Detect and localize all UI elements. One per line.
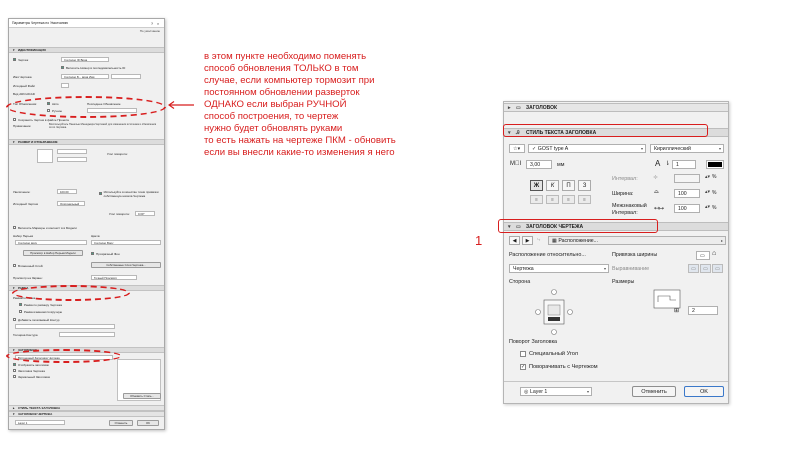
frame-fit-radio[interactable]: Рамка по размеру Чертежа	[19, 302, 62, 307]
view-id-label: Вид ARCHICAD	[13, 91, 35, 96]
section-size[interactable]: ▾ РАЗМЕР И ОТОБРАЖЕНИЕ	[9, 139, 164, 145]
title-type-select[interactable]: Встроенный Заголовок Чертежа	[15, 355, 113, 360]
offset-input[interactable]: 2	[688, 306, 718, 315]
drawing-row: Чертеж	[13, 57, 28, 62]
bold-button[interactable]: Ж	[530, 180, 543, 191]
include-sheet-row: Включить Номер в последовательность ID	[61, 65, 125, 70]
title-show-checkbox[interactable]	[13, 363, 16, 366]
italic-button[interactable]: К	[546, 180, 559, 191]
preview-label: Просмотр на Экране:	[13, 275, 43, 280]
sizes-label: Размеры	[612, 279, 635, 285]
strikethrough-button[interactable]: З	[578, 180, 591, 191]
charset-select[interactable]: Кириллический ▾	[650, 144, 724, 153]
last-update-label: Последнее Обновление	[87, 101, 121, 106]
section-frame[interactable]: ▾ РАМКА	[9, 285, 164, 291]
check-icon: ✓	[532, 145, 538, 152]
mirror-title-checkbox[interactable]	[13, 375, 16, 378]
align-center-icon[interactable]: ≡	[546, 195, 559, 204]
footer-divider	[504, 381, 728, 382]
collapse-arrow-icon: ▾	[13, 140, 15, 144]
chevron-down-icon: ▾	[586, 389, 589, 394]
align-left-icon[interactable]: ≡	[530, 195, 543, 204]
ok-button[interactable]: OK	[684, 386, 724, 397]
pen-icon: A	[655, 159, 661, 168]
text-style-icon: Ꭿ	[516, 129, 520, 136]
layer-icon	[13, 264, 16, 267]
section-title-style[interactable]: ▸ СТИЛЬ ТЕКСТА ЗАГОЛОВКА	[9, 405, 164, 411]
pen-arrow-icon: ⇂	[665, 161, 671, 167]
source-file-label: Исходный Файл	[13, 83, 36, 88]
highlight-heading	[498, 219, 658, 233]
char-spacing-stepper-icon[interactable]: ▴▾	[705, 204, 711, 210]
interval-label: Интервал:	[612, 176, 638, 182]
align-title-left-icon[interactable]: ▭	[688, 264, 699, 273]
offset-icon: ⊞	[674, 308, 680, 314]
pen-color-swatch[interactable]	[706, 160, 724, 169]
section-text-style[interactable]: ▾ Ꭿ СТИЛЬ ТЕКСТА ЗАГОЛОВКА	[504, 128, 728, 137]
scale-input[interactable]: 100,00	[57, 189, 77, 194]
dialog-title-bar	[9, 19, 164, 28]
pens-select[interactable]: Согласно виду	[15, 240, 87, 245]
position-select[interactable]: Чертежа ▾	[509, 264, 609, 273]
char-spacing-icon: ↤↦	[654, 206, 665, 212]
expand-arrow-icon: ▸	[508, 104, 511, 111]
width-input[interactable]: 100	[674, 189, 700, 198]
chevron-down-icon: ▾	[603, 266, 606, 271]
align-right-icon[interactable]: ≡	[562, 195, 575, 204]
highlight-update-type	[6, 96, 166, 118]
collapse-arrow-icon: ▾	[13, 286, 15, 290]
annotation-text: в этом пункте необходимо поменять способ обновления ТОЛЬКО в том случае, если компьютер тормозит при постоянном обновлении разверток ОДНАКО если выбран РУЧНОЙ способ построения, то чертеж нужно будет обновлять руками то есть нажать на чертеже ПКМ - обновить если вы внесли какие-то изменения я него	[204, 51, 396, 158]
update-manual-radio[interactable]: Ручное	[47, 108, 62, 113]
width-input[interactable]	[57, 149, 87, 154]
keep-layers-checkbox[interactable]	[13, 118, 16, 121]
attach-icon: ⌂	[712, 250, 717, 257]
include-drawing-checkbox[interactable]	[13, 226, 16, 229]
update-type-label: Тип Обновления:	[13, 101, 37, 106]
include-drawing-row: Включить Маркеры и контекст в в Модели	[13, 225, 77, 230]
side-label: Сторона	[509, 279, 531, 285]
add-border-checkbox[interactable]	[13, 318, 16, 321]
underline-button[interactable]: П	[562, 180, 575, 191]
align-title-right-icon[interactable]: ▭	[712, 264, 723, 273]
default-link[interactable]: По умолчанию	[139, 29, 160, 33]
keep-layers-row: Сохранить Чертеж в файле Проекта	[13, 117, 69, 122]
chevron-down-icon: ▾	[640, 146, 643, 151]
section-header-top[interactable]: ▸ ▭ ЗАГОЛОВОК	[504, 103, 728, 112]
placement-button[interactable]: ▦ Расположение... ▸	[548, 236, 726, 245]
layer-select[interactable]: Layer 1	[15, 420, 65, 425]
width-bind-label: Привязка ширины	[612, 252, 658, 258]
font-select[interactable]: ✓ GOST type A ▾	[528, 144, 646, 153]
rotation-angle-input[interactable]: 0,00°	[135, 211, 155, 216]
chevron-right-icon: ▸	[720, 238, 723, 243]
embedded-layer-row: Вложенный Слой:	[13, 263, 43, 268]
rotation-angle-label: Угол поворота:	[109, 211, 130, 216]
frame-manual-radio[interactable]: Рамка изменяется вручную	[19, 309, 62, 314]
cancel-button[interactable]: Отменить	[632, 386, 676, 397]
expand-arrow-icon: ▸	[13, 406, 15, 410]
source-file-field[interactable]	[61, 83, 69, 88]
title-icon: ▭	[516, 104, 521, 111]
eye-icon: ◎	[524, 388, 530, 395]
title-settings-dialog	[503, 101, 729, 404]
align-title-center-icon[interactable]: ▭	[700, 264, 711, 273]
note-text: Воспользуйтесь Панелью Менеджера Чертежей для изменения источника и обновления этого Чертежа.	[49, 123, 157, 130]
width-icon: ⌓	[654, 189, 659, 195]
special-angle-row: Специальный Угол	[520, 351, 578, 357]
collapse-arrow-icon: ▾	[13, 48, 15, 52]
note-label: Примечание:	[13, 123, 32, 128]
text-size-unit: мм	[557, 162, 565, 168]
close-icon[interactable]: ×	[156, 20, 160, 26]
title-check-2: Заголовок Чертежа	[13, 368, 45, 373]
placement-icon: ▦	[552, 237, 559, 244]
help-icon[interactable]: ?	[150, 20, 154, 26]
char-spacing-percent: %	[712, 205, 717, 211]
colors-select[interactable]: Согласно Виду	[91, 240, 161, 245]
ok-button[interactable]: OK	[137, 420, 159, 426]
pens-label: Набор Перьев	[13, 233, 34, 238]
drawing-name-label: Имя Чертежа	[13, 74, 32, 79]
original-drawing-select[interactable]: Оригинальный	[57, 201, 85, 206]
collapse-arrow-icon: ▾	[508, 223, 511, 230]
title-checkbox[interactable]	[13, 369, 16, 372]
drawing-defaults-dialog	[8, 18, 165, 430]
interval-icon: ≑	[653, 175, 659, 181]
special-angle-checkbox[interactable]	[520, 351, 526, 357]
colors-label: Цвета:	[91, 233, 101, 238]
section-title-heading[interactable]: ▾ ЗАГОЛОВОК ЧЕРТЕЖА	[9, 411, 164, 417]
checkbox[interactable]	[13, 58, 16, 61]
anchor-point-icon[interactable]	[37, 149, 53, 163]
chevron-down-icon: ▾	[718, 146, 721, 151]
rotate-label: Поворот Заголовка	[509, 339, 558, 345]
embedded-layers-button[interactable]: Собственные Слои Чертежа...	[91, 262, 161, 268]
layer-select[interactable]: ◎ Layer 1 ▾	[520, 387, 592, 396]
text-size-icon: M⃒I	[510, 161, 522, 167]
collapse-arrow-icon: ▾	[13, 348, 15, 352]
include-sheet-checkbox[interactable]	[61, 66, 64, 69]
title-check-3: Зеркальный Заголовок	[13, 374, 50, 379]
collapse-arrow-icon: ▾	[508, 129, 511, 136]
section-heading[interactable]: ▾ ▭ ЗАГОЛОВОК ЧЕРТЕЖА	[504, 222, 728, 231]
pen-input[interactable]: 1	[672, 160, 696, 169]
border-pen-select[interactable]	[15, 324, 115, 329]
link-icon: ⤷	[537, 237, 541, 243]
title-check-1: Отобразить заголовок	[13, 362, 49, 367]
highlight-frame-option	[12, 285, 130, 301]
dialog-title: Параметры Чертежа по Умолчанию	[12, 21, 69, 25]
char-spacing-label: Межзнаковый Интервал:	[612, 203, 647, 216]
transparent-bg-checkbox[interactable]	[91, 252, 94, 255]
width-stepper-icon[interactable]: ▴▾	[705, 189, 711, 195]
scale-label: Увеличение:	[13, 189, 31, 194]
side-selector-icon[interactable]	[534, 288, 574, 336]
model-pens-button[interactable]: Просмотр в Набор Перьев Модели	[23, 250, 83, 256]
text-size-input[interactable]: 3,00	[526, 160, 552, 169]
width-percent: %	[712, 190, 717, 196]
align-label: Выравнивание	[612, 266, 650, 272]
previous-icon[interactable]: ◀	[509, 236, 520, 245]
section-title[interactable]: ▾ ЗАГОЛОВОК	[9, 347, 164, 353]
char-spacing-input[interactable]: 100	[674, 204, 700, 213]
heading-icon: ▭	[516, 223, 521, 230]
favorites-button[interactable]	[509, 144, 525, 153]
original-drawing-label: Исходный Чертеж	[13, 201, 39, 206]
edit-style-button[interactable]: Обновить Стиль...	[123, 393, 161, 399]
highlight-text-style	[503, 124, 708, 137]
border-width-input[interactable]	[59, 332, 115, 337]
fit-size-row: Используйте в качестве точки привязки собственную начала Чертежа	[99, 189, 159, 198]
interval-input[interactable]	[674, 174, 700, 183]
add-border-row: Добавить печатаемый Контур	[13, 317, 59, 322]
transparent-bg-row: Прозрачный Фон	[91, 251, 120, 256]
interval-percent: %	[712, 174, 717, 180]
next-icon[interactable]: ▶	[522, 236, 533, 245]
width-label: Ширина:	[612, 191, 634, 197]
position-label: Расположение относительно...	[509, 252, 586, 258]
drawing-name-input[interactable]	[111, 74, 141, 79]
rotate-with-drawing-row: ✓ Поворачивать с Чертежом	[521, 364, 598, 370]
interval-unit: ▴▾	[705, 174, 711, 180]
arrow-left-icon	[168, 101, 194, 109]
section-identification[interactable]: ▾ ИДЕНТИФИКАЦИЯ	[9, 47, 164, 53]
cancel-button[interactable]: Отменить	[109, 420, 133, 426]
step-marker: 1	[475, 233, 483, 248]
align-justify-icon[interactable]: ≡	[578, 195, 591, 204]
highlight-title-select	[6, 349, 122, 363]
update-auto-radio[interactable]: Авто	[47, 101, 59, 106]
collapse-arrow-icon: ▾	[13, 412, 15, 416]
fit-size-checkbox[interactable]	[99, 192, 102, 195]
preview-select[interactable]: Точный Просмотр	[91, 275, 137, 280]
border-width-label: Толщина Контура	[13, 332, 38, 337]
rotation-label: Угол поворота:	[107, 151, 128, 156]
drawing-name-select[interactable]: Согласно Б... вида Имя	[61, 74, 109, 79]
height-input[interactable]	[57, 157, 87, 162]
drawing-id-select[interactable]: Согласно ID Вида	[61, 57, 109, 62]
star-icon: ☆▾	[513, 145, 521, 152]
frame-label: Рамка/по Рамка	[13, 295, 36, 300]
rotate-with-drawing-checkbox[interactable]: ✓	[521, 364, 526, 370]
width-bind-icon[interactable]: ▭	[696, 251, 710, 260]
